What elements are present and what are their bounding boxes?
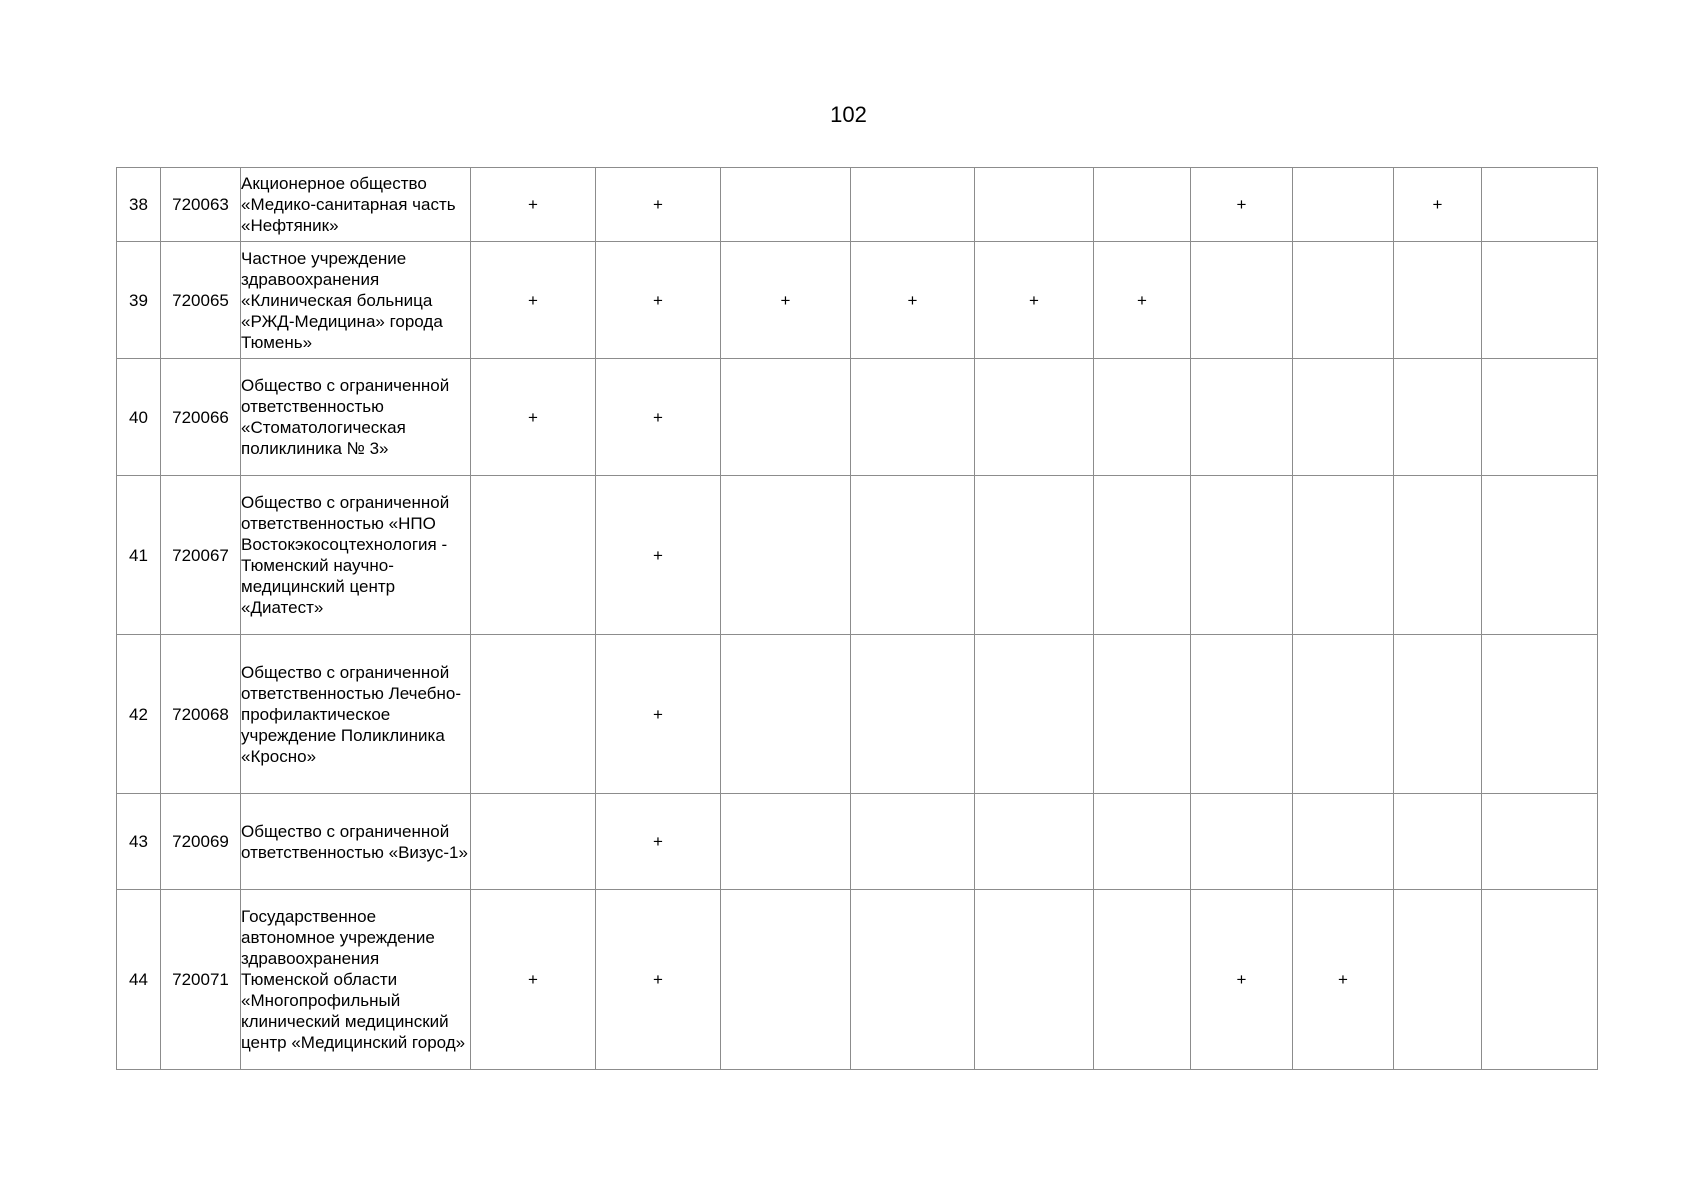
organization-code: 720063 xyxy=(161,168,241,242)
mark-cell xyxy=(1482,890,1598,1070)
organization-code: 720071 xyxy=(161,890,241,1070)
mark-cell xyxy=(471,635,596,794)
mark-cell xyxy=(471,476,596,635)
mark-cell: + xyxy=(1394,168,1482,242)
mark-cell xyxy=(721,890,851,1070)
mark-cell xyxy=(1482,242,1598,359)
mark-cell: + xyxy=(596,890,721,1070)
mark-cell xyxy=(1094,635,1191,794)
mark-cell xyxy=(1293,635,1394,794)
mark-cell xyxy=(1191,476,1293,635)
mark-cell: + xyxy=(596,794,721,890)
row-number: 41 xyxy=(117,476,161,635)
mark-cell xyxy=(1094,794,1191,890)
mark-cell: + xyxy=(1094,242,1191,359)
organization-name: Общество с ограниченной ответственностью Лечебно-профилактическое учреждение Поликлиника «Кросно» xyxy=(241,635,471,794)
mark-cell: + xyxy=(471,890,596,1070)
mark-cell: + xyxy=(471,359,596,476)
mark-cell xyxy=(1482,794,1598,890)
organization-name: Акционерное общество «Медико-санитарная часть «Нефтяник» xyxy=(241,168,471,242)
row-number: 40 xyxy=(117,359,161,476)
mark-cell xyxy=(1482,476,1598,635)
organization-name: Государственное автономное учреждение здравоохранения Тюменской области «Многопрофильный клинический медицинский центр «Медицинский город» xyxy=(241,890,471,1070)
mark-cell xyxy=(975,476,1094,635)
mark-cell xyxy=(851,476,975,635)
mark-cell xyxy=(1293,168,1394,242)
mark-cell xyxy=(1094,168,1191,242)
mark-cell xyxy=(1293,359,1394,476)
mark-cell: + xyxy=(471,242,596,359)
row-number: 44 xyxy=(117,890,161,1070)
organization-name: Частное учреждение здравоохранения «Клиническая больница «РЖД-Медицина» города Тюмень» xyxy=(241,242,471,359)
organization-code: 720067 xyxy=(161,476,241,635)
table-row xyxy=(117,635,1598,794)
mark-cell: + xyxy=(1293,890,1394,1070)
mark-cell: + xyxy=(1191,168,1293,242)
mark-cell: + xyxy=(596,242,721,359)
mark-cell xyxy=(1394,635,1482,794)
mark-cell xyxy=(1094,359,1191,476)
organization-name: Общество с ограниченной ответственностью «Стоматологическая поликлиника № 3» xyxy=(241,359,471,476)
mark-cell xyxy=(1394,476,1482,635)
mark-cell xyxy=(1191,635,1293,794)
mark-cell xyxy=(975,635,1094,794)
mark-cell: + xyxy=(721,242,851,359)
table-row xyxy=(117,242,1598,359)
table-row xyxy=(117,476,1598,635)
mark-cell xyxy=(1394,359,1482,476)
row-number: 43 xyxy=(117,794,161,890)
mark-cell xyxy=(1394,890,1482,1070)
mark-cell: + xyxy=(471,168,596,242)
mark-cell: + xyxy=(851,242,975,359)
mark-cell: + xyxy=(596,168,721,242)
organization-name: Общество с ограниченной ответственностью «Визус-1» xyxy=(241,794,471,890)
row-number: 39 xyxy=(117,242,161,359)
mark-cell xyxy=(1191,359,1293,476)
mark-cell xyxy=(1482,359,1598,476)
mark-cell xyxy=(1293,794,1394,890)
organization-code: 720068 xyxy=(161,635,241,794)
row-number: 38 xyxy=(117,168,161,242)
mark-cell xyxy=(851,635,975,794)
mark-cell xyxy=(1191,794,1293,890)
mark-cell xyxy=(975,168,1094,242)
mark-cell xyxy=(1394,794,1482,890)
mark-cell: + xyxy=(975,242,1094,359)
mark-cell xyxy=(471,794,596,890)
mark-cell xyxy=(1094,476,1191,635)
mark-cell: + xyxy=(596,476,721,635)
organization-code: 720066 xyxy=(161,359,241,476)
mark-cell xyxy=(1293,476,1394,635)
organization-name: Общество с ограниченной ответственностью «НПО Востокэкосоцтехнология - Тюменский научно-медицинский центр «Диатест» xyxy=(241,476,471,635)
table-row xyxy=(117,359,1598,476)
mark-cell xyxy=(851,794,975,890)
mark-cell xyxy=(721,794,851,890)
page-number: 102 xyxy=(830,102,867,127)
mark-cell xyxy=(851,359,975,476)
organization-code: 720065 xyxy=(161,242,241,359)
mark-cell: + xyxy=(596,359,721,476)
mark-cell xyxy=(851,890,975,1070)
mark-cell: + xyxy=(596,635,721,794)
mark-cell xyxy=(1293,242,1394,359)
mark-cell xyxy=(721,476,851,635)
mark-cell xyxy=(1094,890,1191,1070)
mark-cell xyxy=(975,890,1094,1070)
registry-table xyxy=(116,167,1598,1070)
mark-cell: + xyxy=(1191,890,1293,1070)
mark-cell xyxy=(1191,242,1293,359)
table-row xyxy=(117,168,1598,242)
mark-cell xyxy=(721,359,851,476)
mark-cell xyxy=(721,635,851,794)
row-number: 42 xyxy=(117,635,161,794)
organization-code: 720069 xyxy=(161,794,241,890)
mark-cell xyxy=(975,794,1094,890)
mark-cell xyxy=(1394,242,1482,359)
mark-cell xyxy=(1482,635,1598,794)
mark-cell xyxy=(721,168,851,242)
mark-cell xyxy=(851,168,975,242)
table-row xyxy=(117,890,1598,1070)
table-row xyxy=(117,794,1598,890)
mark-cell xyxy=(1482,168,1598,242)
mark-cell xyxy=(975,359,1094,476)
